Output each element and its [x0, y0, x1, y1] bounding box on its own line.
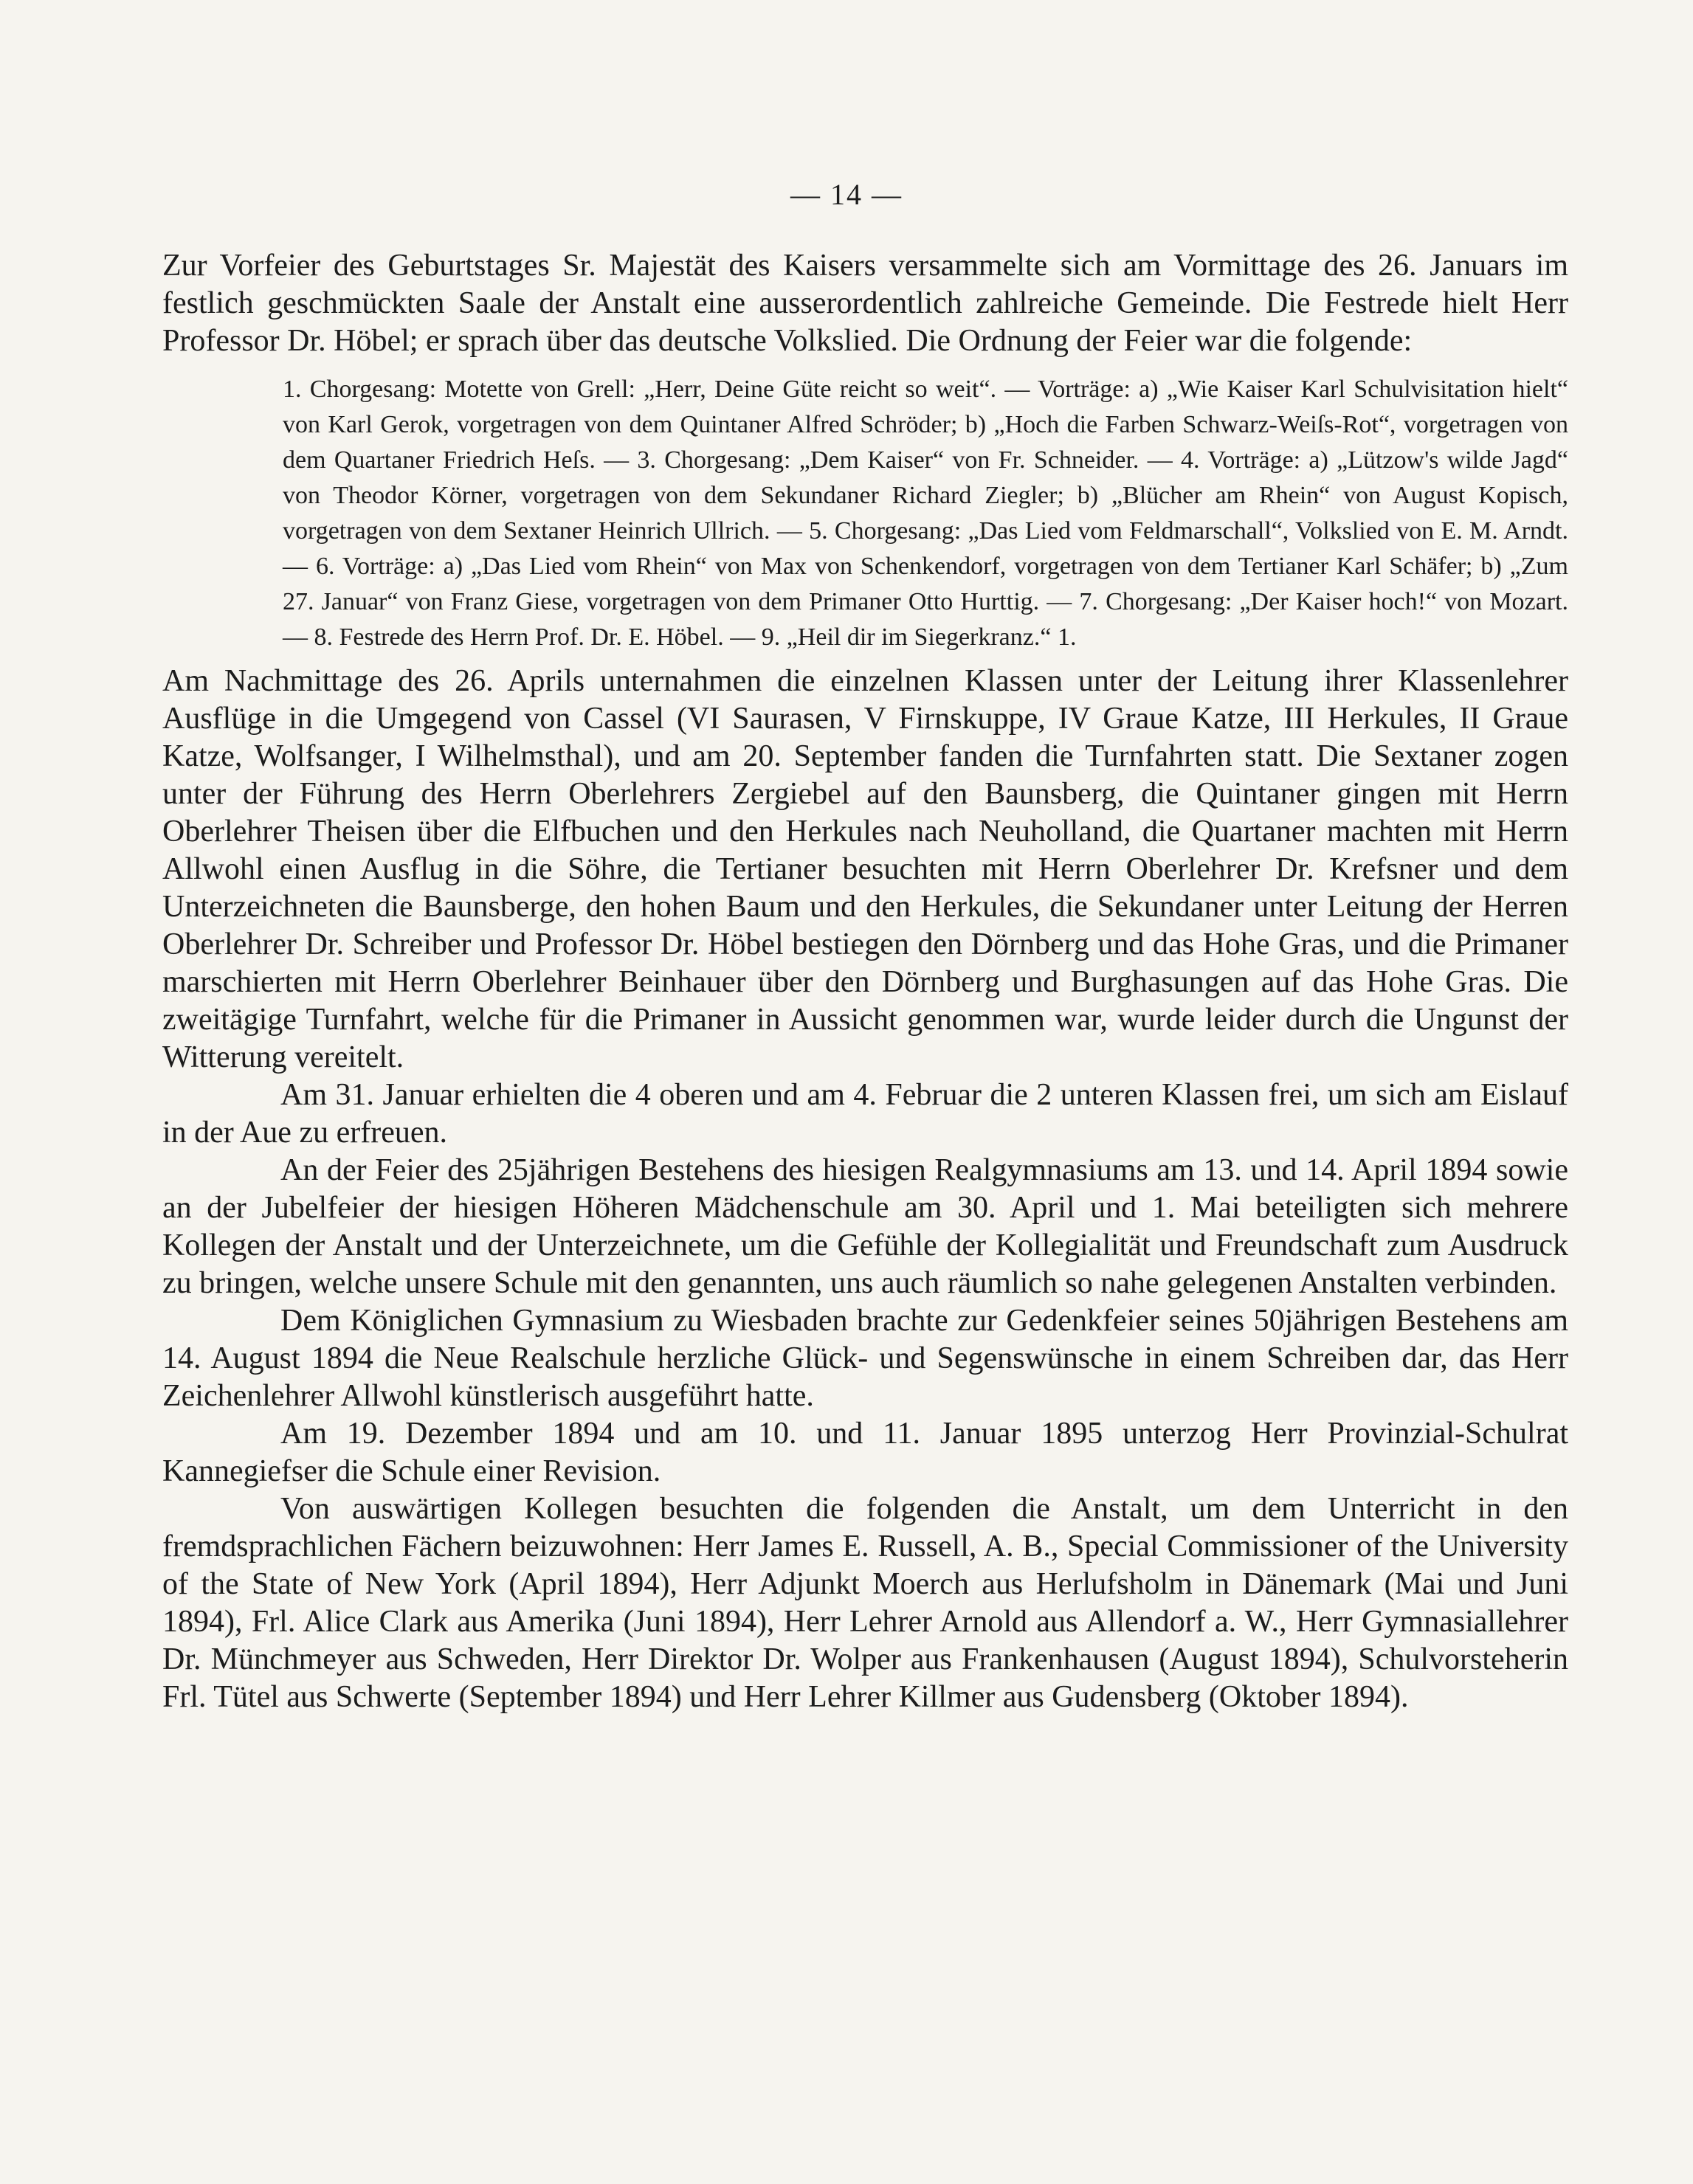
paragraph-ausfluege: Am Nachmittage des 26. Aprils unternahmen die einzelnen Klassen unter der Leitung ihrer Klassenlehrer Ausflüge in die Umgegend von Cassel (VI Saurasen, V Firnskuppe, IV Graue Katze, III Herkules, II Graue Katze, Wolfsanger, I Wilhelmsthal), und am 20. September fanden die Turnfahrten statt. Die Sextaner zogen unter der Führung des Herrn Oberlehrers Zergiebel auf den Baunsberg, die Quintaner gingen mit Herrn Oberlehrer Theisen über die Elfbuchen und den Herkules nach Neuholland, die Quartaner machten mit Herrn Allwohl einen Ausflug in die Söhre, die Tertianer besuchten mit Herrn Oberlehrer Dr. Krefsner und dem Unterzeichneten die Baunsberge, den hohen Baum und den Herkules, die Sekundaner unter Leitung der Herren Oberlehrer Dr. Schreiber und Professor Dr. Höbel bestiegen den Dörnberg und das Hohe Gras, und die Primaner marschierten mit Herrn Oberlehrer Beinhauer über den Dörnberg und Burghasungen auf das Hohe Gras. Die zweitägige Turnfahrt, welche für die Primaner in Aussicht genommen war, wurde leider durch die Ungunst der Witterung vereitelt.	[162, 664, 1568, 1074]
paragraph-eislauf: Am 31. Januar erhielten die 4 oberen und am 4. Februar die 2 unteren Klassen frei, um sich am Eislauf in der Aue zu erfreuen.	[162, 1078, 1568, 1150]
paragraph-festprogramm: 1. Chorgesang: Motette von Grell: „Herr, Deine Güte reicht so weit“. — Vorträge: a) „Wie Kaiser Karl Schulvisitation hielt“ von Karl Gerok, vorgetragen von dem Quintaner Alfred Schröder; b) „Hoch die Farben Schwarz-Weiſs-Rot“, vorgetragen von dem Quartaner Friedrich Heſs. — 3. Chorgesang: „Dem Kaiser“ von Fr. Schneider. — 4. Vorträge: a) „Lützow's wilde Jagd“ von Theodor Körner, vorgetragen von dem Sekundaner Richard Ziegler; b) „Blücher am Rhein“ von August Kopisch, vorgetragen von dem Sextaner Heinrich Ullrich. — 5. Chorgesang: „Das Lied vom Feldmarschall“, Volkslied von E. M. Arndt. — 6. Vorträge: a) „Das Lied vom Rhein“ von Max von Schenkendorf, vorgetragen von dem Tertianer Karl Schäfer; b) „Zum 27. Januar“ von Franz Giese, vorgetragen von dem Primaner Otto Hurttig. — 7. Chorgesang: „Der Kaiser hoch!“ von Mozart. — 8. Festrede des Herrn Prof. Dr. E. Höbel. — 9. „Heil dir im Siegerkranz.“ 1.	[283, 376, 1568, 651]
paragraph-revision: Am 19. Dezember 1894 und am 10. und 11. Januar 1895 unterzog Herr Provinzial-Schulrat Kannegiefser die Schule einer Revision.	[162, 1417, 1568, 1488]
paragraph-wiesbaden: Dem Königlichen Gymnasium zu Wiesbaden brachte zur Gedenkfeier seines 50jährigen Bestehens am 14. August 1894 die Neue Realschule herzliche Glück- und Segenswünsche in einem Schreiben dar, das Herr Zeichenlehrer Allwohl künstlerisch ausgeführt hatte.	[162, 1304, 1568, 1413]
page-number: — 14 —	[790, 178, 903, 211]
paragraph-kaiser-geburtstag: Zur Vorfeier des Geburtstages Sr. Majestät des Kaisers versammelte sich am Vormittage des 26. Januars im festlich geschmückten Saale der Anstalt eine ausserordentlich zahlreiche Gemeinde. Die Festrede hielt Herr Professor Dr. Höbel; er sprach über das deutsche Volkslied. Die Ordnung der Feier war die folgende:	[162, 249, 1568, 358]
page-body	[162, 247, 1568, 1716]
paragraph-besucher: Von auswärtigen Kollegen besuchten die folgenden die Anstalt, um dem Unterricht in den fremdsprachlichen Fächern beizuwohnen: Herr James E. Russell, A. B., Special Commissioner of the University of the State of New York (April 1894), Herr Adjunkt Moerch aus Herlufsholm in Dänemark (Mai und Juni 1894), Frl. Alice Clark aus Amerika (Juni 1894), Herr Lehrer Arnold aus Allendorf a. W., Herr Gymnasiallehrer Dr. Münchmeyer aus Schweden, Herr Direktor Dr. Wolper aus Frankenhausen (August 1894), Schulvorsteherin Frl. Tütel aus Schwerte (September 1894) und Herr Lehrer Killmer aus Gudensberg (Oktober 1894).	[162, 1492, 1568, 1714]
paragraph-jubelfeier: An der Feier des 25jährigen Bestehens des hiesigen Realgymnasiums am 13. und 14. April 1894 sowie an der Jubelfeier der hiesigen Höheren Mädchenschule am 30. April und 1. Mai beteiligten sich mehrere Kollegen der Anstalt und der Unterzeichnete, um die Gefühle der Kollegialität und Freundschaft zum Ausdruck zu bringen, welche unsere Schule mit den genannten, uns auch räumlich so nahe gelegenen Anstalten verbinden.	[162, 1153, 1568, 1300]
